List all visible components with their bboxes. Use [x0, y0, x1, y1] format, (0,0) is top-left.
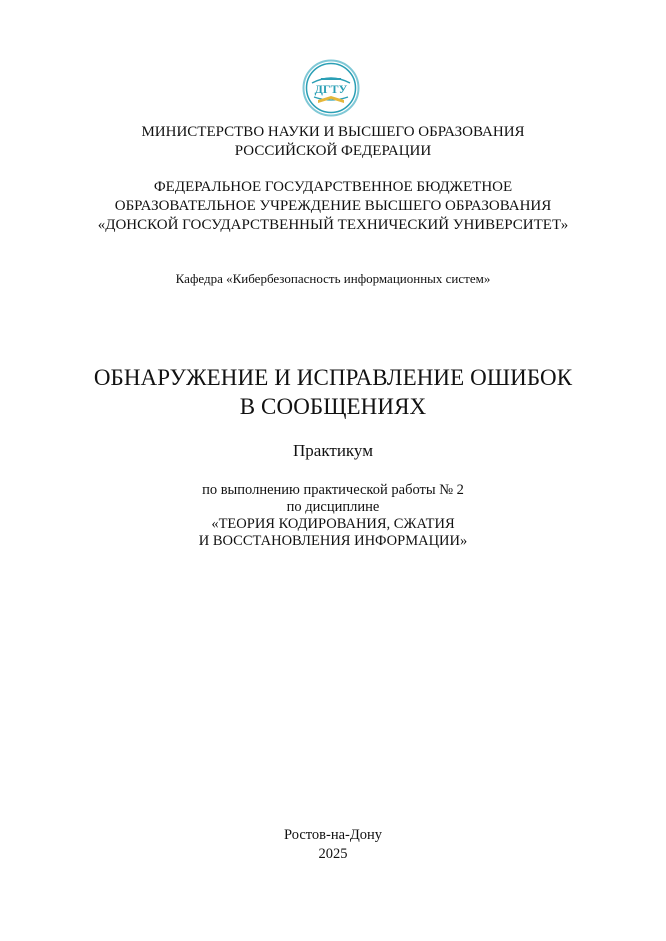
- logo-lettering: ДГТУ: [314, 82, 348, 96]
- document-title: [0, 363, 666, 421]
- ministry-line-2: РОССИЙСКОЙ ФЕДЕРАЦИИ: [234, 143, 432, 159]
- year: 2025: [318, 846, 348, 862]
- university-logo-icon: [302, 59, 360, 117]
- institution-heading: [0, 178, 666, 235]
- department-name: Кафедра «Кибербезопасность информационных систем»: [175, 271, 491, 286]
- purpose-line-4: И ВОССТАНОВЛЕНИЯ ИНФОРМАЦИИ»: [198, 533, 468, 549]
- title-line-1: ОБНАРУЖЕНИЕ И ИСПРАВЛЕНИЕ ОШИБОК: [93, 365, 573, 390]
- publication-info: [0, 826, 666, 864]
- ministry-line-1: МИНИСТЕРСТВО НАУКИ И ВЫСШЕГО ОБРАЗОВАНИЯ: [141, 124, 525, 140]
- purpose-line-2: по дисциплине: [286, 499, 380, 515]
- title-line-2: В СООБЩЕНИЯХ: [239, 394, 427, 419]
- document-type: Практикум: [293, 441, 373, 460]
- city: Ростов-на-Дону: [284, 827, 382, 843]
- institution-line-2: ОБРАЗОВАТЕЛЬНОЕ УЧРЕЖДЕНИЕ ВЫСШЕГО ОБРАЗОВАНИЯ: [114, 198, 552, 214]
- purpose-line-1: по выполнению практической работы № 2: [202, 482, 464, 498]
- purpose-line-3: «ТЕОРИЯ КОДИРОВАНИЯ, СЖАТИЯ: [211, 516, 455, 532]
- institution-line-1: ФЕДЕРАЛЬНОЕ ГОСУДАРСТВЕННОЕ БЮДЖЕТНОЕ: [153, 179, 513, 195]
- institution-line-3: «ДОНСКОЙ ГОСУДАРСТВЕННЫЙ ТЕХНИЧЕСКИЙ УНИВЕРСИТЕТ»: [97, 217, 569, 233]
- document-purpose: [0, 482, 666, 550]
- ministry-heading: [0, 123, 666, 161]
